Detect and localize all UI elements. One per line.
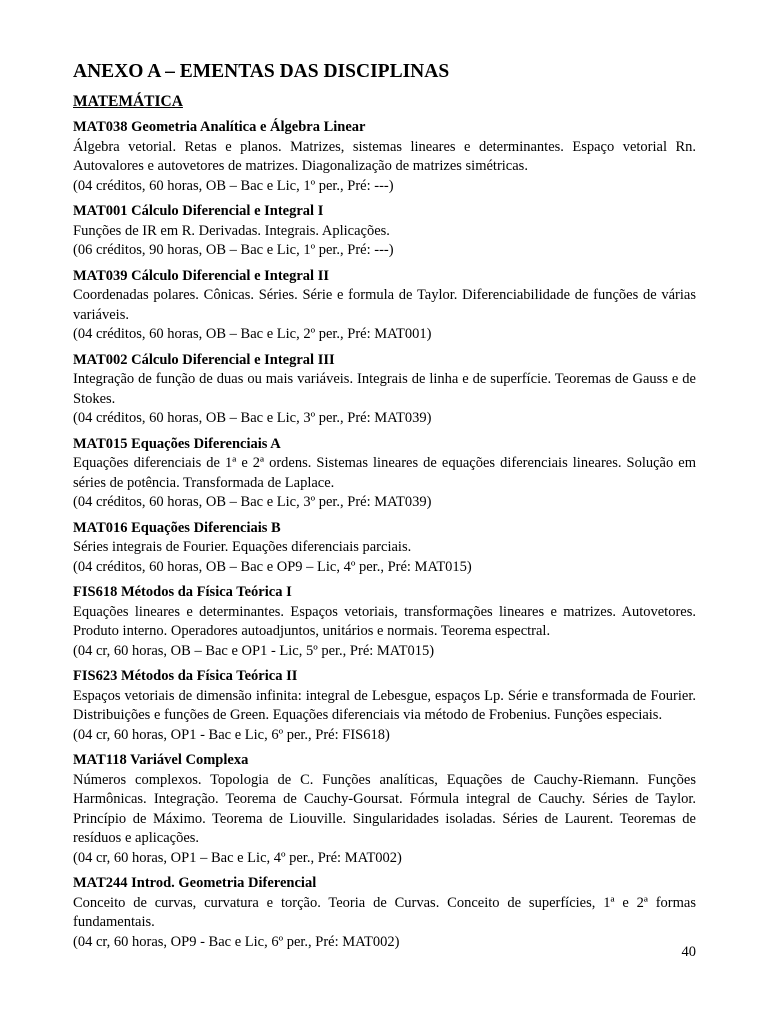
course-info: (04 créditos, 60 horas, OB – Bac e Lic, 3º per., Pré: MAT039) (73, 494, 432, 510)
course-title: MAT015 Equações Diferenciais A (73, 435, 281, 452)
course-title: MAT039 Cálculo Diferencial e Integral II (73, 267, 329, 284)
course-entry (73, 351, 696, 429)
course-description: Números complexos. Topologia de C. Funções analíticas, Equações de Cauchy-Riemann. Funções Harmônicas. Integração. Teorema de Cauchy-Goursat. Fórmula integral de Cauchy. Séries de Taylor. Princípio de Máximo. Teorema de Liouville. Singularidades isoladas. Séries de Laurent. Teoremas de resíduos e aplicações. (73, 771, 696, 846)
section-title: MATEMÁTICA (73, 93, 183, 110)
course-description: Integração de função de duas ou mais variáveis. Integrais de linha e de superfície. Teoremas de Gauss e de Stokes. (73, 371, 696, 407)
course-title: MAT244 Introd. Geometria Diferencial (73, 875, 317, 891)
course-description: Equações lineares e determinantes. Espaços vetoriais, transformações lineares e matrizes. Autovetores. Produto interno. Operadores autoadjuntos, unitários e normais. Teorema espectral. (73, 603, 696, 639)
course-entry (73, 751, 696, 868)
course-description: Conceito de curvas, curvatura e torção. Teoria de Curvas. Conceito de superfícies, 1ª e 2ª formas fundamentais. (73, 894, 696, 930)
course-info: (04 cr, 60 horas, OB – Bac e OP1 - Lic, 5º per., Pré: MAT015) (73, 642, 435, 659)
course-description: Equações diferenciais de 1ª e 2ª ordens. Sistemas lineares de equações diferenciais lineares. Solução em séries de potência. Transformada de Laplace. (73, 455, 696, 491)
course-description: Espaços vetoriais de dimensão infinita: integral de Lebesgue, espaços Lp. Série e transformada de Fourier. Distribuições e funções de Green. Equações diferenciais via método de Frobenius. Funções especiais. (73, 687, 696, 723)
course-info: (04 cr, 60 horas, OP1 – Bac e Lic, 4º per., Pré: MAT002) (73, 849, 402, 866)
course-description: Coordenadas polares. Cônicas. Séries. Série e formula de Taylor. Diferenciabilidade de funções de várias variáveis. (73, 287, 696, 323)
course-entry (73, 202, 696, 261)
course-entry (73, 583, 696, 661)
document-page (73, 60, 696, 952)
course-title: MAT001 Cálculo Diferencial e Integral I (73, 203, 324, 219)
course-description: Álgebra vetorial. Retas e planos. Matrizes, sistemas lineares e determinantes. Espaço vetorial Rn. Autovalores e autovetores de matrizes. Diagonalização de matrizes simétricas. (73, 138, 696, 174)
course-info: (04 créditos, 60 horas, OB – Bac e Lic, 2º per., Pré: MAT001) (73, 326, 432, 342)
course-title: FIS623 Métodos da Física Teórica II (73, 668, 298, 684)
course-entry (73, 874, 696, 952)
course-title: MAT118 Variável Complexa (73, 752, 249, 768)
course-info: (06 créditos, 90 horas, OB – Bac e Lic, 1º per., Pré: ---) (73, 242, 394, 258)
course-title: FIS618 Métodos da Física Teórica I (73, 584, 292, 600)
course-info: (04 créditos, 60 horas, OB – Bac e Lic, 3º per., Pré: MAT039) (73, 410, 432, 426)
course-info: (04 cr, 60 horas, OP9 - Bac e Lic, 6º per., Pré: MAT002) (73, 933, 400, 950)
course-entry (73, 118, 696, 196)
course-entry (73, 267, 696, 345)
page-number: 40 (681, 944, 696, 960)
course-info: (04 cr, 60 horas, OP1 - Bac e Lic, 6º per., Pré: FIS618) (73, 726, 390, 743)
course-info: (04 créditos, 60 horas, OB – Bac e Lic, 1º per., Pré: ---) (73, 177, 394, 194)
course-entry (73, 519, 696, 578)
course-description: Funções de IR em R. Derivadas. Integrais. Aplicações. (73, 222, 390, 239)
course-info: (04 créditos, 60 horas, OB – Bac e OP9 – Lic, 4º per., Pré: MAT015) (73, 558, 472, 575)
course-title: MAT002 Cálculo Diferencial e Integral III (73, 351, 335, 368)
course-title: MAT038 Geometria Analítica e Álgebra Linear (73, 119, 366, 135)
course-description: Séries integrais de Fourier. Equações diferenciais parciais. (73, 539, 412, 555)
course-entry (73, 435, 696, 513)
page-title: ANEXO A – EMENTAS DAS DISCIPLINAS (73, 61, 450, 82)
course-title: MAT016 Equações Diferenciais B (73, 519, 281, 536)
course-entry (73, 667, 696, 745)
